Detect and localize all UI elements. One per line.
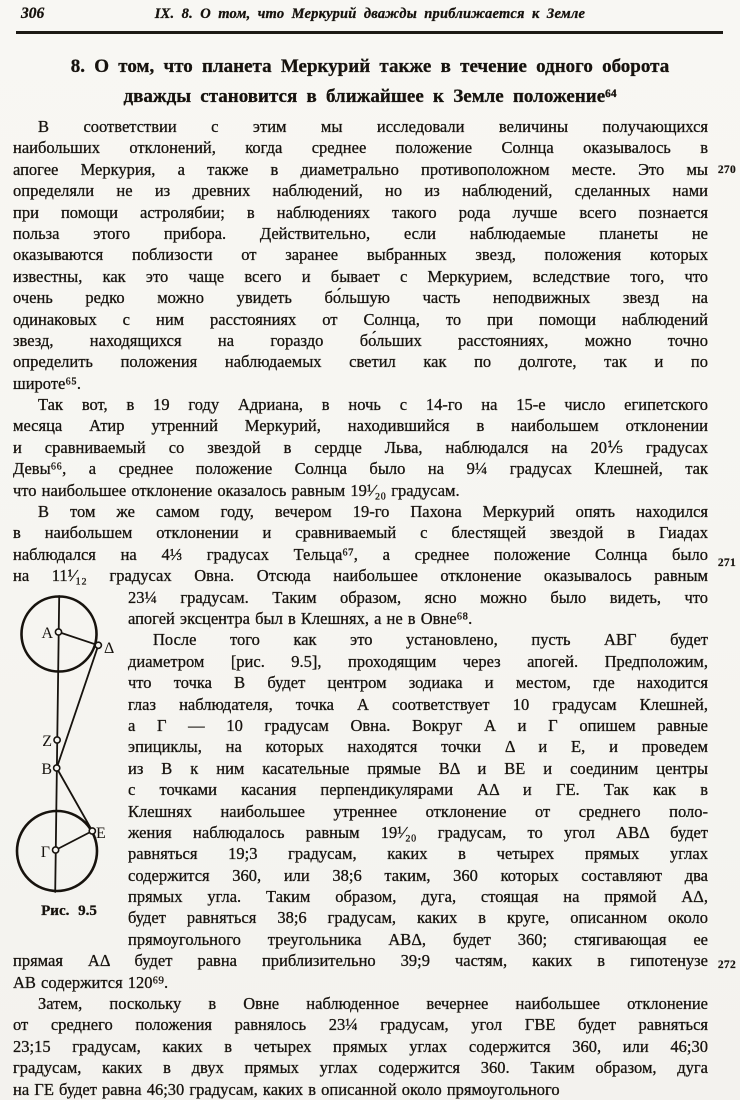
point-delta-dot <box>95 642 101 648</box>
figure-caption: Рис. 9.5 <box>41 902 97 919</box>
text-line: при помощи астролябии; в наблюдениях такого рода лучше всего познается <box>13 202 708 222</box>
margin-number-271: 271 <box>717 557 736 569</box>
tangent-line-be <box>57 768 93 831</box>
text-line: с точками касания перпендикулярами АΔ и ГЕ. Так как в <box>128 780 708 800</box>
text-line: определить положения наблюдаемых светил как по долготе, так и по <box>13 352 708 372</box>
text-line: апогее Меркурия, а также в диаметрально противоположном месте. Это мы <box>13 159 708 179</box>
text-line: наибольших отклонений, когда среднее положение Солнца оказывалось в <box>13 138 708 158</box>
section-heading-line1: 8. О том, что планета Меркурий также в течение одного оборота <box>70 56 670 77</box>
text-line: и сравниваемый со звездой в сердце Льва, наблюдался на 20⅕ градусах <box>13 437 708 457</box>
text-line: После того как это установлено, пусть АВГ будет <box>153 630 708 650</box>
text-line: из В к ним касательные прямые ВΔ и ВЕ и соединим центры <box>128 758 708 778</box>
text-line: будет равняться 38;6 градусам, каких в круге, описанном около <box>128 908 708 928</box>
tangent-line-bd <box>57 645 99 768</box>
text-line: месяца Атир утренний Меркурий, находившийся в наибольшем отклонении <box>13 416 708 436</box>
text-line: польза этого прибора. Действительно, если наблюдаемые планеты не <box>13 223 708 243</box>
text-line: оказываются поблизости от заранее выбранных звезд, положения которых <box>13 245 708 265</box>
radius-line-ge <box>56 831 93 850</box>
text-line: наблюдался на 4⅓ градусах Тельца⁶⁷, а среднее положение Солнца было <box>13 544 708 564</box>
label-point-g: Г <box>40 843 50 861</box>
text-line: звезд, находящихся на гораздо бо́льших расстояниях, можно точно <box>13 330 708 350</box>
figure-9-5 <box>13 587 128 950</box>
text-line: эпициклы, на которых находятся точки Δ и Е, и проведем <box>128 737 708 757</box>
text-line: а Г — 10 градусам Овна. Вокруг А и Г опишем равные <box>128 715 708 735</box>
page-number: 306 <box>21 5 45 22</box>
text-line: В соответствии с этим мы исследовали величины получающихся <box>38 117 708 136</box>
text-line: что точка В будет центром зодиака и местом, где находится <box>128 673 708 693</box>
text-line: жения наблюдалось равным 19¹⁄₂₀ градусам, то угол АВΔ будет <box>128 822 708 842</box>
point-z-dot <box>54 736 60 742</box>
section-heading <box>34 52 706 111</box>
text-line: очень редко можно увидеть бо́льшую часть неподвижных звезд на <box>13 288 708 308</box>
margin-number-270: 270 <box>717 164 736 176</box>
point-b-dot <box>54 764 60 770</box>
running-head: IX. 8. О том, что Меркурий дважды приближается к Земле <box>154 6 586 22</box>
label-point-b: В <box>41 760 52 778</box>
point-a-dot <box>55 628 61 634</box>
point-g-dot <box>53 846 59 852</box>
text-line: АВ содержится 120⁶⁹. <box>13 972 169 992</box>
text-line: определяли не из древних наблюдений, но из наблюдений, сделанных нами <box>13 181 708 201</box>
text-line: градусам, каких в двух прямых углах содержится 360. Таким образом, дуга <box>13 1058 708 1078</box>
text-line: на ГЕ будет равна 46;30 градусам, каких в описанной около прямоугольного <box>13 1079 560 1099</box>
text-line: 23;15 градусам, каких в четырех прямых углах содержится 360, или 46;30 <box>13 1036 708 1056</box>
text-line: Клешнях наибольшее утреннее отклонение от среднего поло- <box>128 801 708 821</box>
text-line: прямоугольного треугольника АВΔ, будет 360; стягивающая ее <box>128 929 708 949</box>
text-line: В том же самом году, вечером 19-го Пахона Меркурий опять находился <box>38 502 708 522</box>
text-line: Затем, поскольку в Овне наблюденное вечернее наибольшее отклонение <box>38 994 708 1014</box>
text-line: апогей эксцентра был в Клешнях, а не в Овне⁶⁸. <box>128 608 473 628</box>
label-point-delta: Δ <box>104 639 115 657</box>
label-point-z: Z <box>42 732 52 750</box>
header-rule <box>16 31 723 34</box>
text-line: Девы⁶⁶, а среднее положение Солнца было на 9¼ градусах Клешней, так <box>13 459 708 479</box>
text-line: прямых угла. Таким образом, дуга, стоящая на прямой АΔ, <box>128 887 708 907</box>
text-line: Так вот, в 19 году Адриана, в ночь с 14-го на 15-е число египетского <box>38 395 708 415</box>
label-point-a: А <box>41 624 53 642</box>
point-e-dot <box>89 827 95 833</box>
text-line: прямая АΔ будет равна приблизительно 39;9 частям, каких в гипотенузе <box>13 951 708 971</box>
text-line: содержится 360, или 38;6 таким, 360 которых составляют два <box>128 865 708 885</box>
text-line: равняться 19;3 градусам, каких в четырех прямых углах <box>128 844 708 864</box>
text-line: диаметром [рис. 9.5], проходящим через апогей. Предположим, <box>128 651 708 671</box>
text-line: от среднего положения равнялось 23¼ градусам, угол ГВЕ будет равняться <box>13 1015 708 1035</box>
label-point-e: Е <box>96 824 106 842</box>
text-line: широте⁶⁵. <box>13 373 81 393</box>
radius-line-ad <box>59 632 99 645</box>
text-line: в наибольшем отклонении и сравниваемый с блестящей звездой в Гиадах <box>13 523 708 543</box>
text-line: 23¼ градусам. Таким образом, ясно можно было видеть, что <box>128 587 708 607</box>
text-line: что наибольшее отклонение оказалось равным 19¹⁄₂₀ градусам. <box>13 480 460 500</box>
epicycle-diagram <box>13 587 128 899</box>
text-line: известны, как это чаще всего и бывает с Меркурием, вследствие того, что <box>13 266 708 286</box>
body-text <box>13 116 708 1100</box>
section-heading-line2: дважды становится в ближайшее к Земле положение⁶⁴ <box>123 85 617 107</box>
text-line: на 11¹⁄₁₂ градусах Овна. Отсюда наибольшее отклонение оказывалось равным <box>13 566 708 586</box>
text-line: глаз наблюдателя, точка А соответствует 10 градусам Клешней, <box>128 694 708 714</box>
text-line: одинаковых с ним расстояниях от Солнца, то при помощи наблюдений <box>13 309 708 329</box>
margin-number-272: 272 <box>717 959 736 971</box>
